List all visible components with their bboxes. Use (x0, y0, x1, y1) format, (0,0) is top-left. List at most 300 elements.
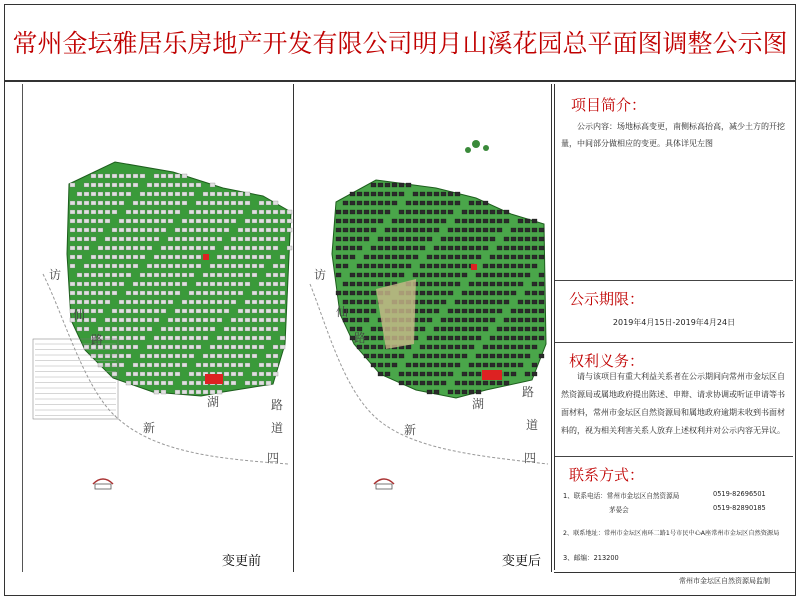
house-block (420, 246, 425, 250)
house-block (168, 210, 173, 214)
house-block (427, 345, 432, 349)
house-block (518, 228, 523, 232)
house-block (385, 228, 390, 232)
house-block (497, 273, 502, 277)
house-block (371, 264, 376, 268)
house-block (490, 219, 495, 223)
house-block (112, 336, 117, 340)
house-block (140, 255, 145, 259)
house-block (371, 273, 376, 277)
house-block (420, 228, 425, 232)
house-block (196, 183, 201, 187)
house-block (448, 363, 453, 367)
house-block (105, 255, 110, 259)
house-block (511, 318, 516, 322)
panel-caption-after: 变更后 (501, 554, 541, 569)
house-block (441, 363, 446, 367)
house-block (273, 309, 278, 313)
house-block (490, 318, 495, 322)
house-block (238, 201, 243, 205)
house-block (420, 291, 425, 295)
house-block (210, 363, 215, 367)
house-block (518, 255, 523, 259)
house-block (266, 255, 271, 259)
house-block (259, 363, 264, 367)
house-block (532, 372, 537, 376)
house-block (539, 255, 544, 259)
house-block (112, 309, 117, 313)
house-block (133, 372, 138, 376)
house-block (224, 264, 229, 268)
house-block (147, 372, 152, 376)
house-block (133, 282, 138, 286)
house-block (455, 237, 460, 241)
footer-issuer: 常州市金坛区自然资源局监制 (554, 572, 796, 596)
house-block (147, 291, 152, 295)
house-block (273, 354, 278, 358)
house-block (182, 336, 187, 340)
house-block (91, 183, 96, 187)
house-block (476, 300, 481, 304)
house-block (273, 372, 278, 376)
house-block (392, 192, 397, 196)
house-block (140, 354, 145, 358)
house-block (385, 183, 390, 187)
house-block (147, 300, 152, 304)
house-block (406, 183, 411, 187)
house-block (168, 354, 173, 358)
house-block (497, 336, 502, 340)
house-block (266, 372, 271, 376)
house-block (238, 336, 243, 340)
house-block (70, 201, 75, 205)
house-block (350, 291, 355, 295)
house-block (420, 210, 425, 214)
house-block (434, 390, 439, 394)
house-block (168, 300, 173, 304)
house-block (504, 354, 509, 358)
house-block (168, 282, 173, 286)
house-block (161, 174, 166, 178)
house-block (266, 309, 271, 313)
house-block (287, 210, 292, 214)
house-block (154, 390, 159, 394)
house-block (112, 210, 117, 214)
house-block (448, 309, 453, 313)
house-block (511, 246, 516, 250)
house-block (455, 300, 460, 304)
house-block (266, 318, 271, 322)
road-label-xinhu-3: 路 (271, 398, 284, 412)
house-block (525, 273, 530, 277)
house-block (77, 201, 82, 205)
house-block (210, 291, 215, 295)
house-block (133, 291, 138, 295)
house-block (469, 381, 474, 385)
house-block (462, 300, 467, 304)
house-block (539, 282, 544, 286)
house-block (427, 255, 432, 259)
house-block (252, 237, 257, 241)
house-block (84, 282, 89, 286)
house-block (259, 255, 264, 259)
house-block (252, 354, 257, 358)
house-block (539, 228, 544, 232)
house-block (245, 318, 250, 322)
house-block (203, 336, 208, 340)
house-block (448, 246, 453, 250)
house-block (70, 210, 75, 214)
house-block (364, 264, 369, 268)
house-block (441, 291, 446, 295)
house-block (147, 273, 152, 277)
house-block (105, 336, 110, 340)
house-block (336, 228, 341, 232)
house-block (497, 228, 502, 232)
house-block (343, 228, 348, 232)
house-block (357, 318, 362, 322)
house-block (448, 336, 453, 340)
house-block (168, 255, 173, 259)
house-block (448, 318, 453, 322)
house-block (77, 228, 82, 232)
house-block (147, 219, 152, 223)
house-block (105, 300, 110, 304)
house-block (392, 273, 397, 277)
house-block (133, 228, 138, 232)
house-block (147, 183, 152, 187)
house-block (182, 183, 187, 187)
house-block (280, 210, 285, 214)
house-block (119, 255, 124, 259)
house-block (175, 264, 180, 268)
road-label-xinhu-3-after: 路 (522, 385, 535, 399)
house-block (413, 381, 418, 385)
house-block (364, 273, 369, 277)
house-block (168, 183, 173, 187)
house-block (196, 210, 201, 214)
house-block (280, 255, 285, 259)
red-building-marker-after (471, 264, 477, 270)
house-block (245, 354, 250, 358)
house-block (280, 318, 285, 322)
house-block (91, 174, 96, 178)
house-block (497, 309, 502, 313)
house-block (105, 354, 110, 358)
house-block (77, 327, 82, 331)
house-block (399, 381, 404, 385)
house-block (518, 246, 523, 250)
house-block (252, 336, 257, 340)
house-block (392, 246, 397, 250)
house-block (182, 345, 187, 349)
house-block (210, 201, 215, 205)
house-block (392, 219, 397, 223)
house-block (378, 345, 383, 349)
house-block (98, 300, 103, 304)
house-block (245, 336, 250, 340)
house-block (413, 192, 418, 196)
house-block (196, 219, 201, 223)
house-block (161, 201, 166, 205)
house-block (238, 345, 243, 349)
house-block (196, 255, 201, 259)
house-block (266, 219, 271, 223)
house-block (525, 318, 530, 322)
house-block (483, 237, 488, 241)
house-block (259, 246, 264, 250)
house-block (168, 327, 173, 331)
house-block (476, 210, 481, 214)
house-block (70, 219, 75, 223)
house-block (238, 318, 243, 322)
house-block (525, 219, 530, 223)
house-block (119, 273, 124, 277)
house-block (525, 354, 530, 358)
house-block (434, 345, 439, 349)
house-block (427, 363, 432, 367)
house-block (203, 390, 208, 394)
house-block (455, 192, 460, 196)
house-block (469, 282, 474, 286)
house-block (287, 219, 292, 223)
house-block (476, 372, 481, 376)
project-heading: 项目简介： (571, 96, 647, 114)
house-block (189, 327, 194, 331)
house-block (161, 300, 166, 304)
house-block (280, 336, 285, 340)
house-block (119, 354, 124, 358)
house-block (483, 219, 488, 223)
house-block (420, 273, 425, 277)
house-block (231, 327, 236, 331)
house-block (259, 228, 264, 232)
house-block (168, 219, 173, 223)
house-block (168, 381, 173, 385)
house-block (147, 228, 152, 232)
house-block (182, 174, 187, 178)
house-block (245, 255, 250, 259)
house-block (231, 273, 236, 277)
house-block (483, 381, 488, 385)
house-block (448, 255, 453, 259)
house-block (140, 192, 145, 196)
house-block (399, 273, 404, 277)
house-block (140, 219, 145, 223)
house-block (357, 291, 362, 295)
house-block (161, 219, 166, 223)
house-block (392, 264, 397, 268)
house-block (133, 255, 138, 259)
house-block (364, 237, 369, 241)
house-block (448, 210, 453, 214)
house-block (259, 264, 264, 268)
house-block (203, 300, 208, 304)
house-block (518, 237, 523, 241)
house-block (518, 219, 523, 223)
house-block (126, 237, 131, 241)
house-block (532, 282, 537, 286)
house-block (406, 219, 411, 223)
house-block (357, 300, 362, 304)
house-block (112, 246, 117, 250)
house-block (210, 345, 215, 349)
house-block (168, 237, 173, 241)
house-block (252, 327, 257, 331)
house-block (140, 282, 145, 286)
house-block (154, 192, 159, 196)
house-block (434, 327, 439, 331)
house-block (133, 327, 138, 331)
house-block (210, 219, 215, 223)
house-block (217, 282, 222, 286)
house-block (196, 372, 201, 376)
house-block (378, 273, 383, 277)
house-block (518, 327, 523, 331)
house-block (469, 255, 474, 259)
house-block (427, 192, 432, 196)
house-block (273, 264, 278, 268)
house-block (217, 363, 222, 367)
house-block (399, 372, 404, 376)
house-block (350, 237, 355, 241)
house-block (357, 246, 362, 250)
house-block (84, 183, 89, 187)
house-block (462, 228, 467, 232)
house-block (413, 273, 418, 277)
house-block (371, 309, 376, 313)
house-block (364, 228, 369, 232)
house-block (364, 354, 369, 358)
house-block (273, 318, 278, 322)
house-block (434, 246, 439, 250)
house-block (406, 201, 411, 205)
house-block (112, 363, 117, 367)
house-block (168, 273, 173, 277)
house-block (217, 264, 222, 268)
house-block (245, 201, 250, 205)
house-block (238, 228, 243, 232)
house-block (497, 255, 502, 259)
house-block (448, 345, 453, 349)
house-block (343, 237, 348, 241)
house-block (462, 318, 467, 322)
house-block (476, 381, 481, 385)
house-block (504, 372, 509, 376)
house-block (182, 354, 187, 358)
house-block (126, 246, 131, 250)
house-block (161, 390, 166, 394)
house-block (84, 264, 89, 268)
house-block (259, 219, 264, 223)
house-block (476, 363, 481, 367)
house-block (231, 255, 236, 259)
house-block (84, 210, 89, 214)
house-block (238, 291, 243, 295)
house-block (511, 291, 516, 295)
house-block (259, 336, 264, 340)
house-block (77, 273, 82, 277)
clubhouse-marker-after (482, 370, 502, 380)
house-block (427, 273, 432, 277)
house-block (182, 192, 187, 196)
site-plan-after (296, 84, 552, 550)
house-block (539, 354, 544, 358)
house-block (231, 381, 236, 385)
house-block (112, 345, 117, 349)
house-block (112, 282, 117, 286)
house-block (217, 318, 222, 322)
house-block (154, 210, 159, 214)
house-block (210, 264, 215, 268)
house-block (406, 228, 411, 232)
house-block (483, 210, 488, 214)
house-block (504, 237, 509, 241)
house-block (469, 210, 474, 214)
house-block (161, 264, 166, 268)
house-block (252, 300, 257, 304)
house-block (476, 246, 481, 250)
house-block (392, 363, 397, 367)
house-block (112, 255, 117, 259)
house-block (133, 309, 138, 313)
house-block (189, 390, 194, 394)
divider-3 (555, 456, 793, 457)
house-block (140, 327, 145, 331)
house-block (441, 336, 446, 340)
house-block (350, 210, 355, 214)
house-block (259, 282, 264, 286)
house-block (462, 237, 467, 241)
house-block (175, 354, 180, 358)
house-block (462, 264, 467, 268)
house-block (140, 363, 145, 367)
house-block (175, 327, 180, 331)
house-block (238, 246, 243, 250)
house-block (504, 282, 509, 286)
house-block (399, 183, 404, 187)
house-block (378, 192, 383, 196)
house-block (175, 273, 180, 277)
contact-phone-2: 0519-82890185 (713, 504, 766, 512)
house-block (399, 354, 404, 358)
house-block (154, 282, 159, 286)
house-block (210, 309, 215, 313)
house-block (434, 309, 439, 313)
house-block (385, 372, 390, 376)
house-block (490, 228, 495, 232)
house-block (147, 201, 152, 205)
house-block (91, 318, 96, 322)
house-block (245, 246, 250, 250)
house-block (364, 192, 369, 196)
contact-heading: 联系方式： (569, 466, 645, 484)
house-block (476, 291, 481, 295)
house-block (154, 381, 159, 385)
house-block (504, 336, 509, 340)
house-block (182, 237, 187, 241)
house-block (364, 210, 369, 214)
house-block (91, 228, 96, 232)
house-block (119, 327, 124, 331)
house-block (238, 273, 243, 277)
house-block (245, 309, 250, 313)
house-block (378, 183, 383, 187)
house-block (336, 237, 341, 241)
house-block (434, 255, 439, 259)
house-block (490, 264, 495, 268)
house-block (210, 210, 215, 214)
